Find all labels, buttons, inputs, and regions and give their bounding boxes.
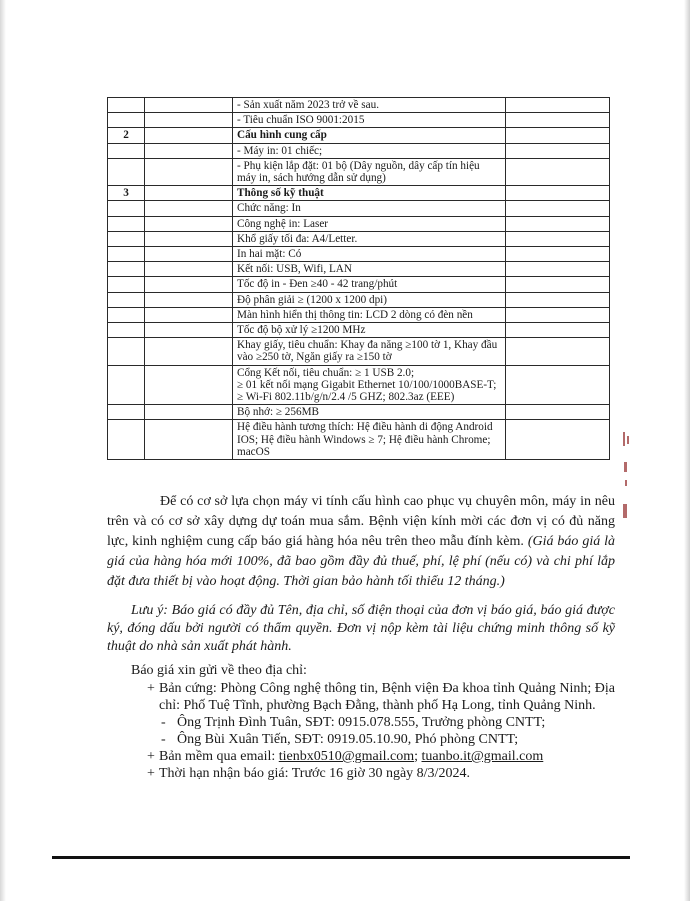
empty-cell [145, 128, 233, 143]
empty-cell [145, 292, 233, 307]
table-row [108, 113, 610, 128]
spec-text-cell: Bộ nhớ: ≥ 256MB [233, 405, 506, 420]
empty-cell [506, 247, 610, 262]
row-number-cell [108, 420, 145, 460]
note-label: Lưu ý: [131, 603, 168, 618]
empty-cell [145, 158, 233, 185]
body-text [107, 492, 615, 782]
table-row [108, 98, 610, 113]
empty-cell [506, 216, 610, 231]
row-number-cell [108, 201, 145, 216]
row-number-cell [108, 365, 145, 405]
scan-edge-right [684, 0, 690, 901]
table-row [108, 143, 610, 158]
list-item-deadline [107, 765, 615, 782]
row-number-cell [108, 307, 145, 322]
table-row [108, 247, 610, 262]
empty-cell [506, 113, 610, 128]
empty-cell [506, 231, 610, 246]
empty-cell [506, 365, 610, 405]
spec-text-cell: Cổng Kết nối, tiêu chuẩn: ≥ 1 USB 2.0; ≥ 01 kết nối mạng Gigabit Ethernet 10/100/1000BASE-T; ≥ Wi-Fi 802.11b/g/n/2.4 /5 GHZ; 802.3az (EEE) [233, 365, 506, 405]
table-row [108, 158, 610, 185]
intro-text: Để có cơ sở lựa chọn máy vi tính cấu hình cao phục vụ chuyên môn, máy in nêu trên và có cơ sở xây dựng dự toán mua sắm. Bệnh viện kính mời các đơn vị có đủ năng lực, kinh nghiệm cung cấp báo giá hàng hóa nêu trên theo mẫu đính kèm. [107, 494, 615, 549]
hard-copy-text: Bản cứng: Phòng Công nghệ thông tin, Bệnh viện Đa khoa tỉnh Quảng Ninh; Địa chỉ: Phố Tuệ Tĩnh, phường Bạch Đằng, thành phố Hạ Long, tỉnh Quảng Ninh. [159, 681, 615, 713]
spec-text-cell: Tốc độ bộ xử lý ≥1200 MHz [233, 323, 506, 338]
email-link-2[interactable]: tuanbo.it@gmail.com [421, 749, 544, 764]
spec-text-cell: Độ phân giải ≥ (1200 x 1200 dpi) [233, 292, 506, 307]
table-row [108, 128, 610, 143]
empty-cell [145, 338, 233, 365]
list-item-soft-copy [107, 748, 615, 765]
dash-bullet: - [161, 715, 166, 730]
row-number-cell [108, 292, 145, 307]
empty-cell [145, 201, 233, 216]
spec-text-cell: Hệ điều hành tương thích: Hệ điều hành di động Android IOS; Hệ điều hành Windows ≥ 7; Hệ điều hành Chrome; macOS [233, 420, 506, 460]
bottom-rule [52, 856, 630, 859]
contact-1-text: Ông Trịnh Đình Tuân, SĐT: 0915.078.555, Trưởng phòng CNTT; [177, 715, 546, 730]
row-number-cell [108, 231, 145, 246]
empty-cell [506, 158, 610, 185]
row-number-cell [108, 277, 145, 292]
spec-text-cell: Khổ giấy tối đa: A4/Letter. [233, 231, 506, 246]
empty-cell [506, 420, 610, 460]
table-row [108, 186, 610, 201]
spec-text-cell: Kết nối: USB, Wifi, LAN [233, 262, 506, 277]
spec-text-cell: Màn hình hiển thị thông tin: LCD 2 dòng có đèn nền [233, 307, 506, 322]
note-text: Báo giá có đầy đủ Tên, địa chỉ, số điện thoại của đơn vị báo giá, báo giá được ký, đóng dấu bởi người có thẩm quyền. Đơn vị nộp kèm tài liệu chứng minh thông số kỹ thuật do nhà sản xuất phát hành. [107, 603, 615, 654]
row-number-cell [108, 338, 145, 365]
spec-text-cell: Chức năng: In [233, 201, 506, 216]
row-number-cell [108, 323, 145, 338]
table-row [108, 262, 610, 277]
spec-table-body [108, 98, 610, 460]
plus-bullet: + [147, 766, 155, 781]
empty-cell [145, 405, 233, 420]
empty-cell [145, 98, 233, 113]
list-item-contact-1 [107, 714, 615, 731]
list-item-contact-2 [107, 731, 615, 748]
row-number-cell: 3 [108, 186, 145, 201]
table-row [108, 365, 610, 405]
empty-cell [145, 365, 233, 405]
list-item-hard-copy [107, 680, 615, 714]
margin-stamp-marks [620, 432, 632, 522]
email-link-1[interactable]: tienbx0510@gmail.com [278, 749, 415, 764]
table-row [108, 231, 610, 246]
table-row [108, 338, 610, 365]
contact-2-text: Ông Bùi Xuân Tiến, SĐT: 0919.05.10.90, Phó phòng CNTT; [177, 732, 519, 747]
table-row [108, 420, 610, 460]
intro-paragraph [107, 492, 615, 592]
empty-cell [145, 247, 233, 262]
row-number-cell [108, 405, 145, 420]
send-title: Báo giá xin gửi về theo địa chỉ: [131, 663, 307, 678]
spec-text-cell: - Sản xuất năm 2023 trở về sau. [233, 98, 506, 113]
spec-text-cell: Công nghệ in: Laser [233, 216, 506, 231]
empty-cell [506, 186, 610, 201]
spec-text-cell: In hai mặt: Có [233, 247, 506, 262]
empty-cell [145, 262, 233, 277]
empty-cell [506, 405, 610, 420]
empty-cell [145, 143, 233, 158]
row-number-cell [108, 247, 145, 262]
empty-cell [145, 231, 233, 246]
deadline-text: Thời hạn nhận báo giá: Trước 16 giờ 30 ngày 8/3/2024. [159, 766, 470, 781]
empty-cell [506, 262, 610, 277]
empty-cell [145, 113, 233, 128]
empty-cell [506, 98, 610, 113]
email-separator: ; [414, 749, 419, 764]
row-number-cell [108, 158, 145, 185]
spec-text-cell: Khay giấy, tiêu chuẩn: Khay đa năng ≥100 tờ 1, Khay đầu vào ≥250 tờ, Ngăn giấy ra ≥150 tờ [233, 338, 506, 365]
plus-bullet: + [147, 749, 155, 764]
table-row [108, 307, 610, 322]
spec-table [107, 97, 610, 460]
row-number-cell [108, 262, 145, 277]
empty-cell [145, 216, 233, 231]
spec-text-cell: - Phụ kiện lắp đặt: 01 bộ (Dây nguồn, dây cấp tín hiệu máy in, sách hướng dẫn sử dụng) [233, 158, 506, 185]
row-number-cell [108, 143, 145, 158]
note-paragraph [107, 602, 615, 656]
intro-italic-text: (Giá báo giá là giá của hàng hóa mới 100%, đã bao gồm đầy đủ thuế, phí, lệ phí (nếu có) và chi phí lắp đặt đưa thiết bị vào hoạt động. Thời gian bảo hành tối thiểu 12 tháng.) [107, 534, 616, 589]
table-row [108, 201, 610, 216]
dash-bullet: - [161, 732, 166, 747]
empty-cell [506, 323, 610, 338]
row-number-cell [108, 98, 145, 113]
spec-text-cell: Cấu hình cung cấp [233, 128, 506, 143]
spec-text-cell: Thông số kỹ thuật [233, 186, 506, 201]
empty-cell [145, 186, 233, 201]
empty-cell [506, 128, 610, 143]
table-row [108, 292, 610, 307]
empty-cell [506, 338, 610, 365]
empty-cell [506, 307, 610, 322]
empty-cell [145, 277, 233, 292]
plus-bullet: + [147, 681, 155, 696]
scan-edge-left [0, 0, 6, 901]
empty-cell [145, 307, 233, 322]
table-row [108, 323, 610, 338]
empty-cell [506, 143, 610, 158]
row-number-cell [108, 216, 145, 231]
empty-cell [145, 420, 233, 460]
spec-text-cell: - Máy in: 01 chiếc; [233, 143, 506, 158]
table-row [108, 277, 610, 292]
empty-cell [145, 323, 233, 338]
empty-cell [506, 277, 610, 292]
empty-cell [506, 292, 610, 307]
spec-text-cell: Tốc độ in - Đen ≥40 - 42 trang/phút [233, 277, 506, 292]
soft-copy-label: Bản mềm qua email: [159, 749, 276, 764]
address-list [107, 680, 615, 782]
table-row [108, 216, 610, 231]
spec-text-cell: - Tiêu chuẩn ISO 9001:2015 [233, 113, 506, 128]
empty-cell [506, 201, 610, 216]
table-row [108, 405, 610, 420]
row-number-cell: 2 [108, 128, 145, 143]
row-number-cell [108, 113, 145, 128]
